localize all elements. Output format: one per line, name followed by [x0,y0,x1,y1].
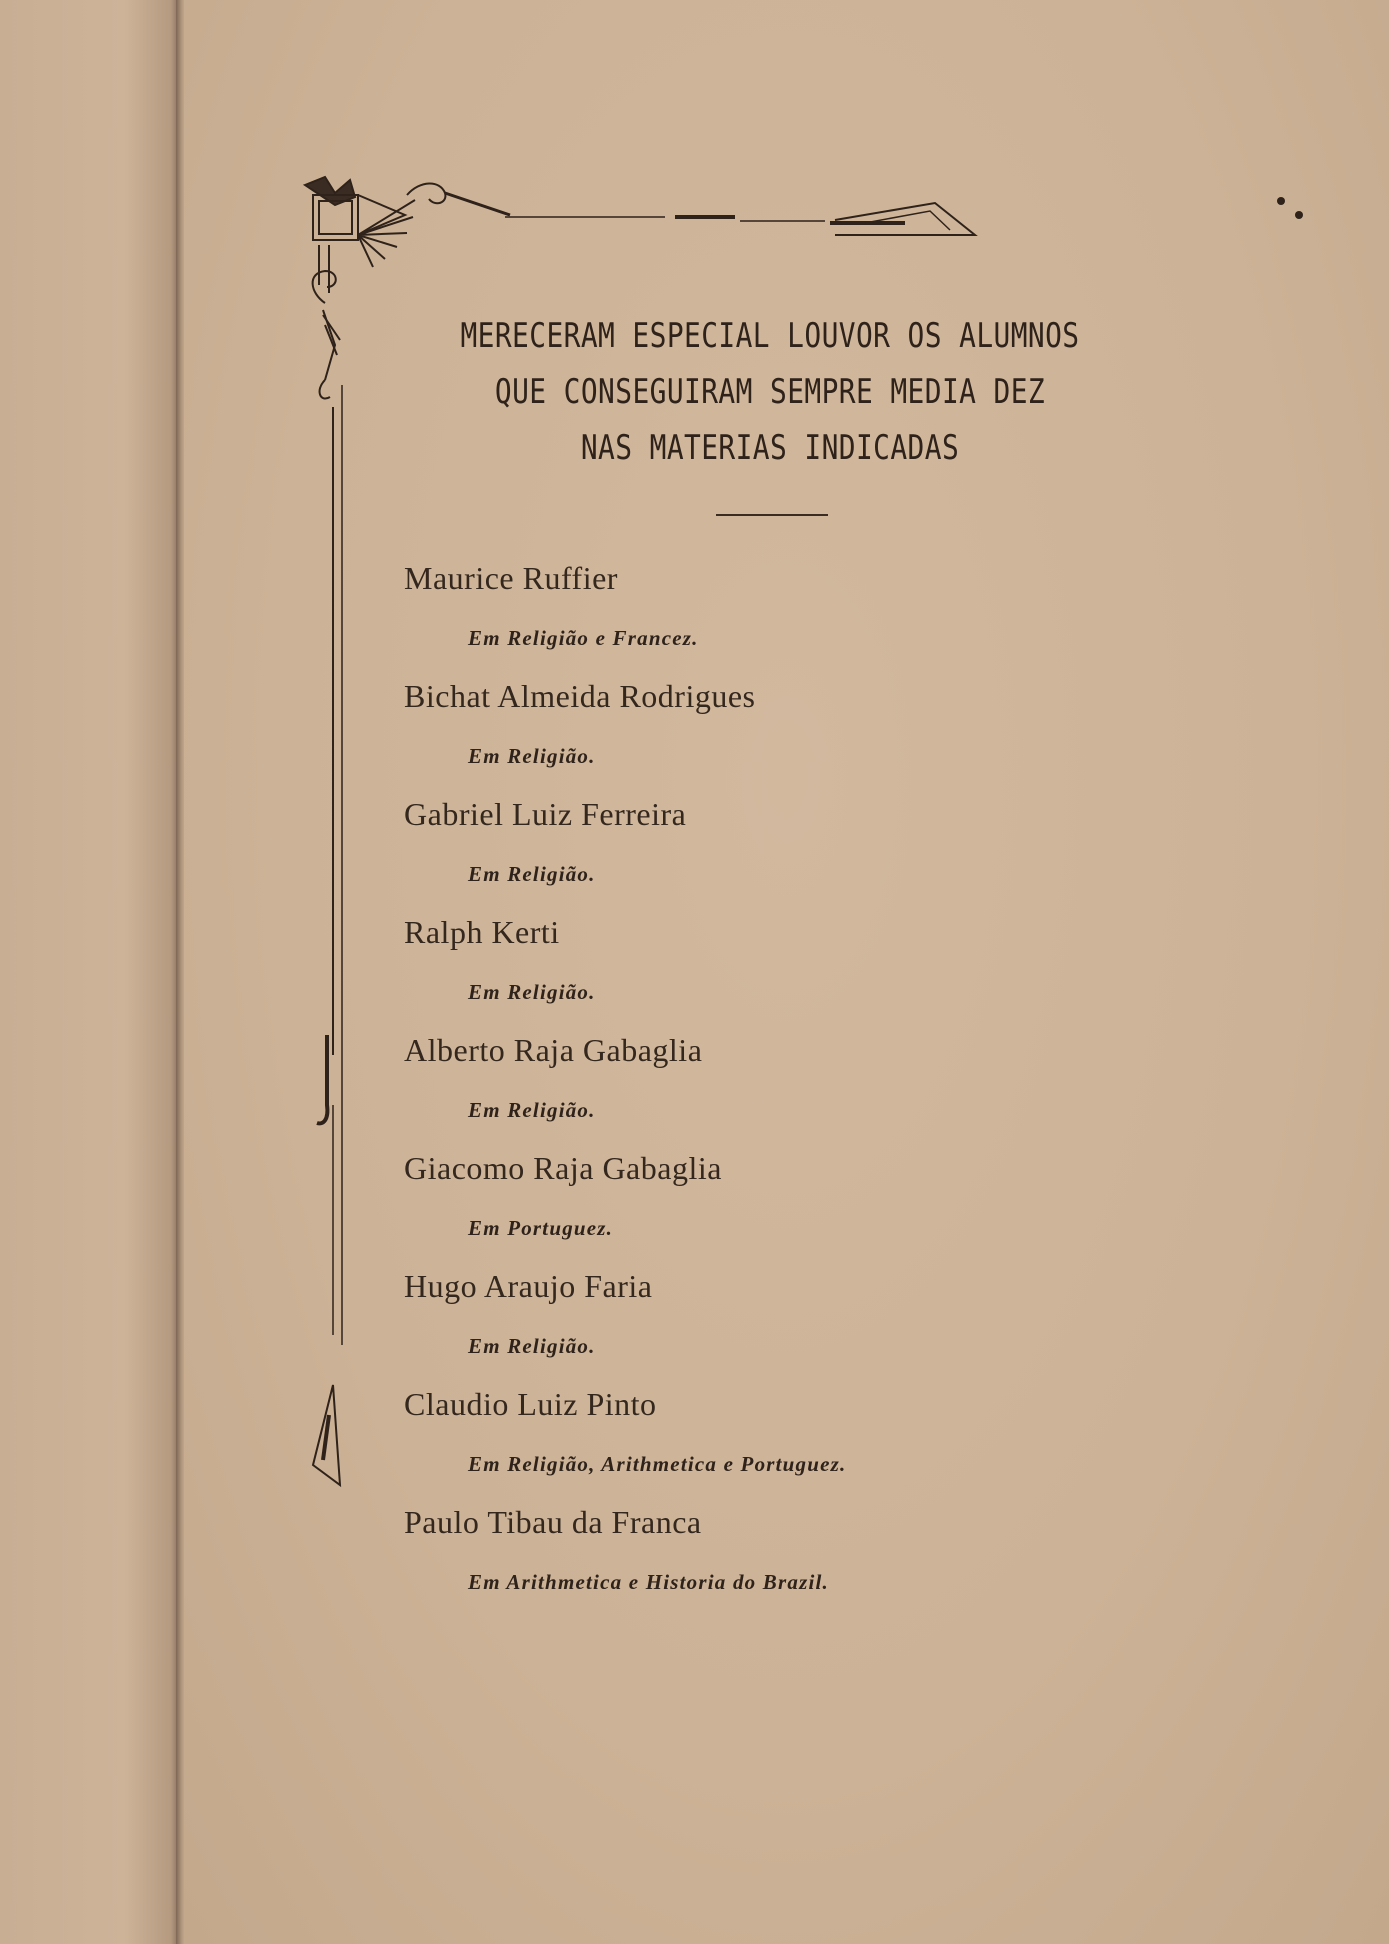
student-subjects: Em Arithmetica e Historia do Brazil. [468,1570,829,1594]
list-item [404,678,1304,796]
student-subjects: Em Religião, Arithmetica e Portuguez. [468,1452,847,1476]
heading-divider [716,514,828,516]
student-name: Maurice Ruffier [404,560,618,596]
student-name: Bichat Almeida Rodrigues [404,678,756,714]
student-subjects: Em Religião e Francez. [468,626,699,650]
heading-line-3: NAS MATERIAS INDICADAS [580,428,960,468]
student-name: Claudio Luiz Pinto [404,1386,657,1422]
student-name: Gabriel Luiz Ferreira [404,796,687,832]
heading-line-2: QUE CONSEGUIRAM SEMPRE MEDIA DEZ [494,372,1046,412]
list-item [404,1504,1304,1622]
list-item [404,914,1304,1032]
student-subjects: Em Religião. [468,980,596,1004]
student-subjects: Em Religião. [468,1334,596,1358]
page-heading [458,308,1081,476]
list-item [404,560,1304,678]
student-name: Hugo Araujo Faria [404,1268,653,1304]
student-name: Giacomo Raja Gabaglia [404,1150,722,1186]
student-list [404,560,1304,1622]
list-item [404,1032,1304,1150]
list-item [404,1386,1304,1504]
student-subjects: Em Religião. [468,862,596,886]
list-item [404,1150,1304,1268]
list-item [404,796,1304,914]
student-subjects: Em Religião. [468,744,596,768]
student-subjects: Em Portuguez. [468,1216,614,1240]
student-name: Ralph Kerti [404,914,560,950]
student-name: Paulo Tibau da Franca [404,1504,702,1540]
ink-dots-icon [1275,195,1315,225]
student-name: Alberto Raja Gabaglia [404,1032,703,1068]
heading-line-1: MERECERAM ESPECIAL LOUVOR OS ALUMNOS [460,316,1080,356]
student-subjects: Em Religião. [468,1098,596,1122]
left-page-edge [0,0,178,1944]
list-item [404,1268,1304,1386]
